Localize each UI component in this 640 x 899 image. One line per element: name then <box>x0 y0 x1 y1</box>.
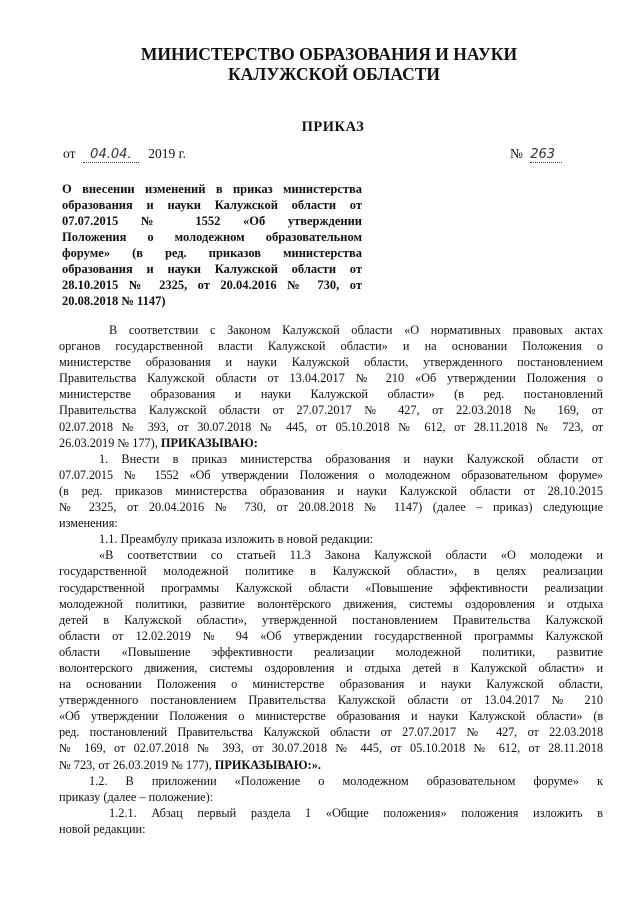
body-line-last <box>59 435 603 451</box>
body-line: на основании Положения о министерстве образования и науки Калужской области, <box>59 677 603 692</box>
body-line-last <box>59 757 603 773</box>
body-line: министерстве образования и науки Калужской области, утвержденного постановлением <box>59 355 603 370</box>
order-word: ПРИКАЗЫВАЮ:». <box>214 757 321 772</box>
body-line: 1. Внести в приказ министерства образования и науки Калужской области от <box>99 451 603 466</box>
body-line: «Об утверждении Положения о министерстве образования и науки Калужской области» (в <box>59 709 603 724</box>
subject-line: форуме» (в ред. приказов министерства <box>62 246 362 260</box>
ministry-name-line2: КАЛУЖСКОЙ ОБЛАСТИ <box>227 64 441 84</box>
body-line: области от 12.02.2019 № 94 «Об утверждении государственной программы Калужской <box>59 628 603 643</box>
body-line: № 169, от 02.07.2018 № 393, от 30.07.2018 № 445, от 05.10.2018 № 612, от 28.11.2018 <box>59 741 603 756</box>
subject-line: 07.07.2015 № 1552 «Об утверждении <box>62 214 362 228</box>
body-line: 07.07.2015 № 1552 «Об утверждении Положения о молодежном образовательном форуме» <box>59 467 603 482</box>
body-line: приказу (далее – положение): <box>59 789 214 804</box>
body-line: утвержденного постановлением Правительства Калужской области от 13.04.2017 № 210 <box>59 693 603 708</box>
body-line: 1.1. Преамбулу приказа изложить в новой редакции: <box>99 532 374 547</box>
subject-line: Положения о молодежном образовательном <box>62 230 362 244</box>
body-line: изменения: <box>59 516 118 531</box>
subject-line: образования и науки Калужской области от <box>62 198 362 212</box>
number-prefix: № <box>510 146 523 161</box>
body-line: молодежной политики, развитие волонтёрского движения, системы оздоровления и отдыха <box>59 596 603 611</box>
body-line: (в ред. приказов министерства образования и науки Калужской области от 28.10.2015 <box>59 483 603 498</box>
body-line: детей в Калужской области», утвержденной постановлением Правительства Калужской <box>59 612 603 627</box>
body-line: № 2325, от 20.04.2016 № 730, от 20.08.2018 № 1147) (далее – приказ) следующие <box>59 500 603 515</box>
body-line: органов государственной власти Калужской области» и на основании Положения о <box>59 339 603 354</box>
subject-line: образования и науки Калужской области от <box>62 262 362 276</box>
order-number <box>510 146 562 163</box>
order-subject <box>62 181 362 309</box>
body-line: 02.07.2018 № 393, от 30.07.2018 № 445, от 05.10.2018 № 612, от 28.11.2018 № 723, от <box>59 419 603 434</box>
body-line: В соответствии с Законом Калужской области «О нормативных правовых актах <box>109 323 603 337</box>
body-line: ред. постановлений Правительства Калужской области от 27.07.2017 № 427, от 22.03.2018 <box>59 725 603 740</box>
order-word: ПРИКАЗЫВАЮ: <box>160 435 258 450</box>
body-line: государственной молодежной политике в Калужской области», в целях реализации <box>59 564 603 579</box>
body-line: 1.2. В приложении «Положение о молодежном образовательном форуме» к <box>89 773 603 788</box>
subject-line: 28.10.2015 № 2325, от 20.04.2016 № 730, от <box>62 278 362 292</box>
body-line: области «Повышение эффективности реализации молодежной политики, развитие <box>59 644 603 659</box>
number-handwritten: 263 <box>530 147 562 163</box>
order-body <box>59 322 603 837</box>
body-line: 1.2.1. Абзац первый раздела 1 «Общие положения» положения изложить в <box>109 805 603 820</box>
body-line: волонтерского движения, системы оздоровления и отдыха детей в Калужской области» и <box>59 660 603 675</box>
date-suffix: 2019 г. <box>148 146 186 161</box>
body-line: государственной программы Калужской области «Повышение эффективности реализации <box>59 580 603 595</box>
order-title: ПРИКАЗ <box>301 119 365 135</box>
ministry-header <box>0 44 640 84</box>
body-line: Правительства Калужской области от 13.04.2017 № 210 «Об утверждении Положения о <box>59 371 603 386</box>
subject-line: 20.08.2018 № 1147) <box>62 294 166 308</box>
body-line: министерстве образования и науки Калужской области» (в ред. постановлений <box>59 387 603 402</box>
body-line: «В соответствии со статьей 11.3 Закона Калужской области «О молодежи и <box>99 548 603 563</box>
subject-line: О внесении изменений в приказ министерства <box>62 182 362 196</box>
p4-tail: № 723, от 26.03.2019 № 177), <box>59 757 212 772</box>
order-date <box>63 146 186 163</box>
body-line: новой редакции: <box>59 821 146 836</box>
ministry-name-line1: МИНИСТЕРСТВО ОБРАЗОВАНИЯ И НАУКИ <box>140 44 518 64</box>
p1-tail: 26.03.2019 № 177), <box>59 435 158 450</box>
body-line: Правительства Калужской области от 27.07.2017 № 427, от 22.03.2018 № 169, от <box>59 403 603 418</box>
date-handwritten: 04.04. <box>83 147 139 163</box>
date-prefix: от <box>63 146 76 161</box>
